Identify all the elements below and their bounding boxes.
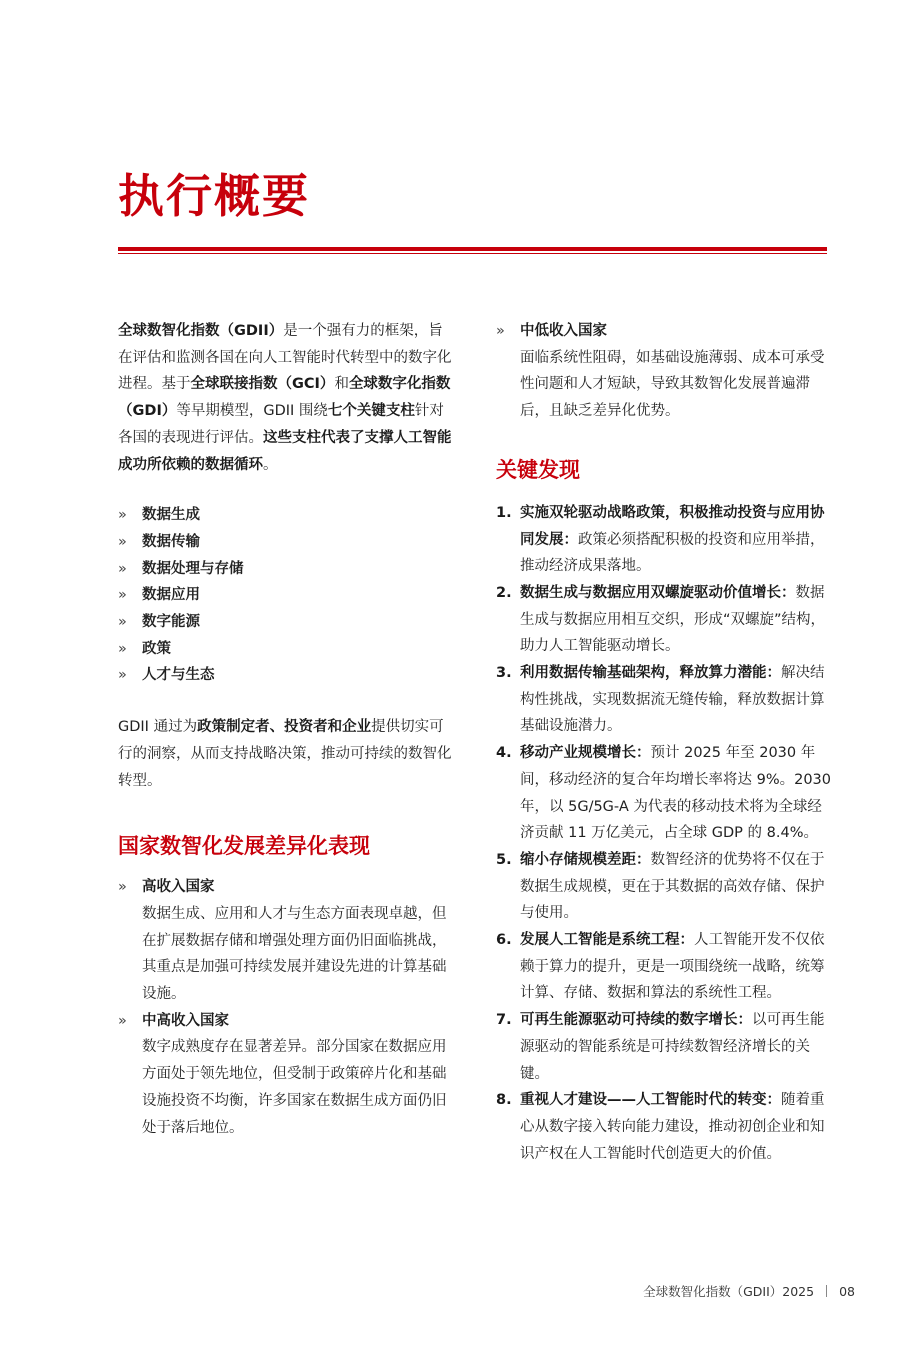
bullet-marker-icon: » xyxy=(118,1012,127,1029)
intro-seg: 全球数字化指数（GDI） xyxy=(118,376,451,420)
finding-title: 数据生成与数据应用双螺旋驱动价值增长： xyxy=(520,584,796,601)
intro-seg: 针对各国的表现进行评估。 xyxy=(118,403,444,446)
group-title: 中低收入国家 xyxy=(520,323,607,339)
pillar-item xyxy=(118,636,453,663)
bullet-marker-icon: » xyxy=(118,533,127,550)
group-body: 数据生成、应用和人才与生态方面表现卓越，但在扩展数据存储和增强处理方面仍旧面临挑战，其重点是加强可持续发展并建设先进的计算基础设施。 xyxy=(142,905,447,1003)
finding-body: 以可再生能源驱动的智能系统是可持续数智经济增长的关键。 xyxy=(520,1012,825,1082)
footer-separator xyxy=(826,1285,827,1297)
bullet-marker-icon: » xyxy=(118,587,127,604)
section-heading-key-findings: 关键发现 xyxy=(496,457,580,482)
finding-body: 预计 2025 年至 2030 年间，移动经济的复合年均增长率将达 9%。2030 年，以 5G/5G-A 为代表的移动技术将为全球经济贡献 11 万亿美元，占全球 GDP 的 8.4%。 xyxy=(520,745,832,842)
pillar-item xyxy=(118,556,453,583)
footer-doc-title: 全球数智化指数（GDII）2025 xyxy=(643,1284,815,1299)
finding-item xyxy=(496,1087,831,1167)
intro-seg: 等早期模型，GDII 围绕 xyxy=(176,403,328,420)
finding-title: 发展人工智能是系统工程： xyxy=(520,932,694,949)
intro-seg: 全球联接指数（GCI） xyxy=(190,376,335,393)
income-group-upper-middle xyxy=(118,1008,453,1142)
finding-number: 3. xyxy=(496,665,512,682)
group-body: 数字成熟度存在显著差异。部分国家在数据应用方面处于领先地位，但受制于政策碎片化和基础设施投资不均衡，许多国家在数据生成方面仍旧处于落后地位。 xyxy=(142,1039,447,1136)
finding-number: 8. xyxy=(496,1092,512,1109)
finding-body: 数智经济的优势将不仅在于数据生成规模，更在于其数据的高效存储、保护与使用。 xyxy=(520,851,825,922)
bullet-marker-icon: » xyxy=(118,507,127,524)
stakeholder-paragraph xyxy=(118,714,453,794)
finding-body: 人工智能开发不仅依赖于算力的提升，更是一项围绕统一战略，统筹计算、存储、数据和算法的系统性工程。 xyxy=(520,932,825,1002)
income-group-lower-middle xyxy=(496,318,831,425)
findings-list xyxy=(496,500,831,1168)
finding-number: 5. xyxy=(496,851,512,868)
bullet-marker-icon: » xyxy=(118,667,127,684)
intro-paragraph xyxy=(118,318,453,478)
finding-number: 1. xyxy=(496,504,512,521)
group-body: 面临系统性阻碍，如基础设施薄弱、成本可承受性问题和人才短缺，导致其数智化发展普遍滞后，且缺乏差异化优势。 xyxy=(520,349,825,420)
bullet-marker-icon: » xyxy=(118,640,127,657)
intro-seg: 这些支柱代表了支撑人工智能成功所依赖的数据循环 xyxy=(118,429,452,473)
page-title: 执行概要 xyxy=(118,169,310,223)
income-group-high xyxy=(118,874,453,1008)
para-seg: 政策制定者、投资者和企业 xyxy=(197,719,372,736)
pillar-label: 数据生成 xyxy=(142,507,200,524)
bullet-marker-icon: » xyxy=(118,614,127,631)
intro-seg: 。 xyxy=(263,456,278,473)
pillar-item xyxy=(118,662,453,689)
finding-item xyxy=(496,660,831,740)
pillar-label: 数据传输 xyxy=(142,533,200,550)
finding-number: 4. xyxy=(496,745,512,762)
pillar-item xyxy=(118,582,453,609)
bullet-marker-icon: » xyxy=(496,323,505,339)
finding-title: 实施双轮驱动战略政策，积极推动投资与应用协同发展： xyxy=(520,504,825,548)
pillar-label: 数据处理与存储 xyxy=(142,560,244,577)
intro-seg: 是一个强有力的框架，旨在评估和监测各国在向人工智能时代转型中的数字化进程。基于 xyxy=(118,323,452,393)
pillar-label: 数据应用 xyxy=(142,587,200,604)
right-column xyxy=(496,318,831,1167)
pillar-item xyxy=(118,529,453,556)
finding-item xyxy=(496,580,831,660)
pillar-list xyxy=(118,502,453,689)
bullet-marker-icon: » xyxy=(118,560,127,577)
left-column xyxy=(118,318,453,1141)
intro-seg: 全球数智化指数（GDII） xyxy=(118,323,284,339)
finding-number: 2. xyxy=(496,584,512,601)
finding-number: 7. xyxy=(496,1012,512,1029)
finding-title: 可再生能源驱动可持续的数字增长： xyxy=(520,1012,752,1029)
finding-body: 解决结构性挑战，实现数据流无缝传输，释放数据计算基础设施潜力。 xyxy=(520,665,825,735)
pillar-label: 政策 xyxy=(142,640,171,657)
page-footer xyxy=(643,1282,855,1300)
section-heading-differentiation: 国家数智化发展差异化表现 xyxy=(118,834,370,859)
finding-title: 利用数据传输基础架构，释放算力潜能： xyxy=(520,665,781,682)
bullet-marker-icon: » xyxy=(118,879,127,896)
finding-title: 移动产业规模增长： xyxy=(520,745,651,762)
title-rule xyxy=(118,247,827,254)
para-seg: 提供切实可行的洞察，从而支持战略决策，推动可持续的数智化转型。 xyxy=(118,719,452,789)
finding-item xyxy=(496,1007,831,1087)
pillar-item xyxy=(118,609,453,636)
finding-item xyxy=(496,927,831,1007)
group-title: 高收入国家 xyxy=(142,879,215,896)
pillar-item xyxy=(118,502,453,529)
pillar-label: 数字能源 xyxy=(142,614,200,631)
intro-seg: 七个关键支柱 xyxy=(327,403,415,420)
para-seg: GDII 通过为 xyxy=(118,719,198,736)
finding-item xyxy=(496,847,831,927)
finding-number: 6. xyxy=(496,932,512,949)
page-number: 08 xyxy=(839,1284,855,1299)
group-title: 中高收入国家 xyxy=(142,1012,229,1029)
finding-body: 随着重心从数字接入转向能力建设，推动初创企业和知识产权在人工智能时代创造更大的价值。 xyxy=(520,1092,825,1162)
finding-title: 重视人才建设——人工智能时代的转变： xyxy=(520,1092,781,1109)
finding-body: 数据生成与数据应用相互交织，形成“双螺旋”结构，助力人工智能驱动增长。 xyxy=(520,584,826,655)
pillar-label: 人才与生态 xyxy=(142,667,215,684)
finding-title: 缩小存储规模差距： xyxy=(520,851,651,868)
intro-seg: 和 xyxy=(334,376,349,393)
finding-item xyxy=(496,740,831,847)
finding-body: 政策必须搭配积极的投资和应用举措，推动经济成果落地。 xyxy=(520,531,825,575)
finding-item xyxy=(496,500,831,580)
